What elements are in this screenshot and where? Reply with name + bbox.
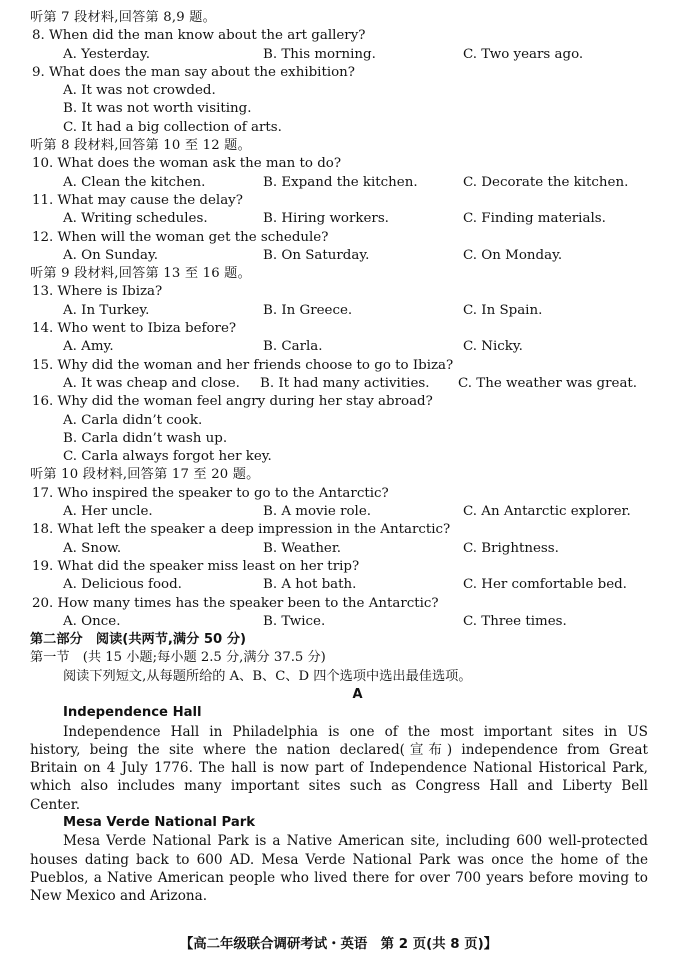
passage-letter: A [352,686,363,702]
option-b: B. It was not worth visiting. [63,101,252,117]
page-content [30,9,655,906]
option-c: C. Brightness. [463,540,559,556]
question-14: 14. Who went to Ibiza before? [32,321,237,337]
option-a: A. Her uncle. [63,504,153,520]
option-b: B. Hiring workers. [263,211,389,227]
page-footer: 【高二年级联合调研考试・英语 第 2 页(共 8 页)】 [179,937,498,952]
question-15: 15. Why did the woman and her friends choose to go to Ibiza? [32,357,454,373]
listening-instruction-9: 听第 9 段材料,回答第 13 至 16 题。 [30,266,251,282]
option-c: C. It had a big collection of arts. [63,119,282,135]
passage-line: New Mexico and Arizona. [30,888,208,905]
question-17-options [30,503,655,521]
option-c: C. Nicky. [463,339,523,355]
question-10: 10. What does the woman ask the man to do? [32,156,342,172]
listening-instruction-10: 听第 10 段材料,回答第 17 至 20 题。 [30,467,260,483]
option-a: A. It was cheap and close. [63,375,240,391]
passage-line: history, being the site where the nation declared(宣布) independence from Great [30,741,648,758]
option-c: C. Carla always forgot her key. [63,449,272,465]
passage-line: Independence Hall in Philadelphia is one of the most important sites in US [63,723,648,740]
question-8: 8. When did the man know about the art gallery? [32,28,366,44]
option-a: A. Yesterday. [63,46,150,62]
option-b: B. On Saturday. [263,247,370,263]
passage-heading: Mesa Verde National Park [63,815,256,831]
question-10-options [30,174,655,192]
question-18-options [30,540,655,558]
question-11: 11. What may cause the delay? [32,192,243,208]
option-c: C. Her comfortable bed. [463,577,627,593]
option-b: B. It had many activities. [260,375,430,391]
question-11-options [30,210,655,228]
question-18: 18. What left the speaker a deep impression in the Antarctic? [32,522,451,538]
question-19-options [30,576,655,594]
option-b: B. This morning. [263,46,376,62]
option-b: B. Carla didn’t wash up. [63,430,228,446]
section-one-title: 第一节 (共 15 小题;每小题 2.5 分,满分 37.5 分) [30,650,326,666]
option-b: B. Expand the kitchen. [263,174,418,190]
question-12: 12. When will the woman get the schedule? [32,229,329,245]
option-c: C. Two years ago. [463,46,584,62]
question-8-options [30,46,655,64]
option-a: A. Amy. [63,339,114,355]
option-b: B. In Greece. [263,302,353,318]
option-c: C. An Antarctic explorer. [463,504,631,520]
option-c: C. Finding materials. [463,211,606,227]
option-a: A. It was not crowded. [63,83,216,99]
question-13-options [30,302,655,320]
option-c: C. In Spain. [463,302,543,318]
listening-instruction-7: 听第 7 段材料,回答第 8,9 题。 [30,10,216,25]
passage-line: Britain on 4 July 1776. The hall is now part of Independence National Historical Park, [30,760,648,777]
question-16: 16. Why did the woman feel angry during her stay abroad? [32,394,433,410]
passage-line: houses dating back to 600 AD. Mesa Verde National Park was once the home of the [30,851,648,868]
option-a: A. Clean the kitchen. [63,174,206,190]
question-12-options [30,247,655,265]
option-b: B. Carla. [263,339,323,355]
option-b: B. Twice. [263,613,326,629]
option-b: B. Weather. [263,540,342,556]
passage-heading: Independence Hall [63,705,202,721]
option-c: C. The weather was great. [458,375,638,391]
passage-line: Center. [30,796,81,813]
option-c: C. On Monday. [463,247,563,263]
passage-line: Pueblos, a Native American people who lived there for over 700 years before moving to [30,869,648,886]
option-a: A. On Sunday. [63,247,159,263]
listening-instruction-8: 听第 8 段材料,回答第 10 至 12 题。 [30,138,251,154]
question-19: 19. What did the speaker miss least on her trip? [32,558,360,574]
option-a: A. Once. [63,613,121,629]
option-c: C. Decorate the kitchen. [463,174,629,190]
question-9: 9. What does the man say about the exhibition? [32,64,355,80]
question-20: 20. How many times has the speaker been to the Antarctic? [32,595,439,611]
option-b: B. A hot bath. [263,577,357,593]
question-13: 13. Where is Ibiza? [32,284,163,300]
question-15-options [30,375,655,393]
option-a: A. Writing schedules. [63,211,208,227]
passage-line: which also includes many important sites such as Congress Hall and Liberty Bell [30,778,648,795]
passage-line: Mesa Verde National Park is a Native American site, including 600 well-protected [63,833,648,850]
option-a: A. In Turkey. [63,302,150,318]
option-a: A. Carla didn’t cook. [63,412,203,428]
option-a: A. Delicious food. [63,577,182,593]
option-c: C. Three times. [463,613,567,629]
question-17: 17. Who inspired the speaker to go to the Antarctic? [32,485,389,501]
option-a: A. Snow. [63,540,122,556]
part-two-title: 第二部分 阅读(共两节,满分 50 分) [30,632,247,648]
option-b: B. A movie role. [263,504,371,520]
reading-directions: 阅读下列短文,从每题所给的 A、B、C、D 四个选项中选出最佳选项。 [63,668,472,684]
question-20-options [30,613,655,631]
question-14-options [30,338,655,356]
